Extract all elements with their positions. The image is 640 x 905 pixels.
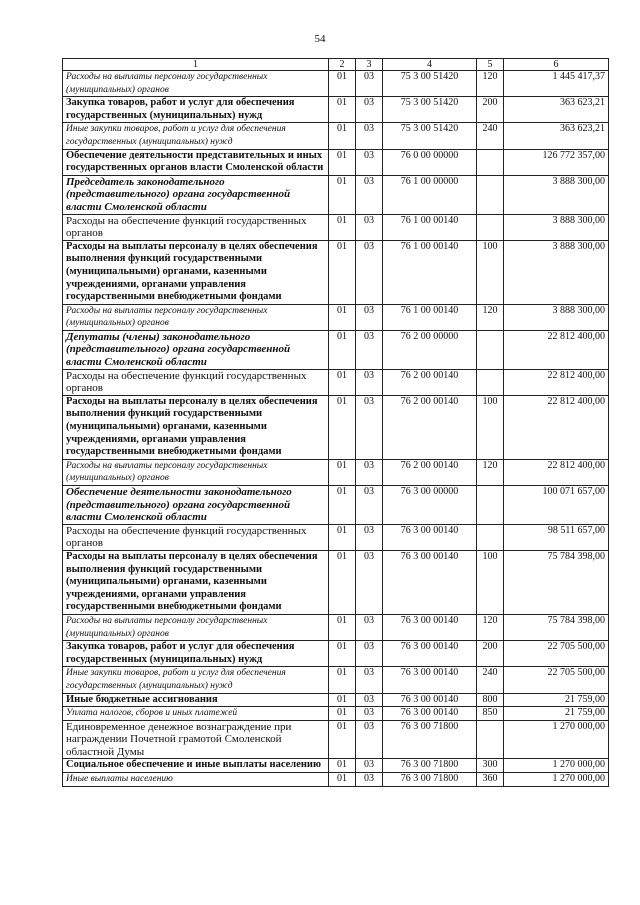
expense-type-cell: 240 xyxy=(477,667,504,693)
target-article-cell: 76 1 00 00140 xyxy=(383,304,477,330)
amount-cell: 21 759,00 xyxy=(504,707,609,721)
row-name-cell: Расходы на выплаты персоналу государственных (муниципальных) органов xyxy=(63,71,329,97)
column-header: 4 xyxy=(383,59,477,71)
section-code-cell: 01 xyxy=(329,123,356,149)
target-article-cell: 76 3 00 71800 xyxy=(383,759,477,773)
table-row xyxy=(63,369,609,395)
target-article-cell: 76 3 00 00140 xyxy=(383,550,477,614)
row-name-cell: Закупка товаров, работ и услуг для обеспечения государственных (муниципальных) нужд xyxy=(63,641,329,667)
table-body xyxy=(63,71,609,787)
amount-cell: 22 812 400,00 xyxy=(504,330,609,369)
amount-cell: 21 759,00 xyxy=(504,693,609,707)
row-name-cell: Иные бюджетные ассигнования xyxy=(63,693,329,707)
subsection-code-cell: 03 xyxy=(356,123,383,149)
table-row xyxy=(63,214,609,240)
amount-cell: 1 445 417,37 xyxy=(504,71,609,97)
target-article-cell: 76 2 00 00140 xyxy=(383,369,477,395)
expense-type-cell xyxy=(477,214,504,240)
target-article-cell: 76 1 00 00140 xyxy=(383,214,477,240)
section-code-cell: 01 xyxy=(329,693,356,707)
section-code-cell: 01 xyxy=(329,614,356,640)
section-code-cell: 01 xyxy=(329,759,356,773)
section-code-cell: 01 xyxy=(329,667,356,693)
table-row xyxy=(63,459,609,485)
row-name-cell: Расходы на обеспечение функций государственных органов xyxy=(63,524,329,550)
target-article-cell: 75 3 00 51420 xyxy=(383,123,477,149)
target-article-cell: 76 3 00 00140 xyxy=(383,693,477,707)
row-name-cell: Уплата налогов, сборов и иных платежей xyxy=(63,707,329,721)
amount-cell: 22 705 500,00 xyxy=(504,641,609,667)
subsection-code-cell: 03 xyxy=(356,459,383,485)
table-row xyxy=(63,667,609,693)
section-code-cell: 01 xyxy=(329,71,356,97)
amount-cell: 3 888 300,00 xyxy=(504,304,609,330)
section-code-cell: 01 xyxy=(329,214,356,240)
amount-cell: 22 812 400,00 xyxy=(504,395,609,459)
table-row xyxy=(63,524,609,550)
target-article-cell: 76 3 00 00140 xyxy=(383,614,477,640)
subsection-code-cell: 03 xyxy=(356,693,383,707)
target-article-cell: 76 1 00 00000 xyxy=(383,175,477,214)
section-code-cell: 01 xyxy=(329,395,356,459)
target-article-cell: 76 3 00 00140 xyxy=(383,667,477,693)
column-header: 5 xyxy=(477,59,504,71)
table-row xyxy=(63,395,609,459)
table-row xyxy=(63,773,609,787)
row-name-cell: Иные закупки товаров, работ и услуг для обеспечения государственных (муниципальных) нужд xyxy=(63,123,329,149)
amount-cell: 3 888 300,00 xyxy=(504,214,609,240)
amount-cell: 3 888 300,00 xyxy=(504,175,609,214)
section-code-cell: 01 xyxy=(329,773,356,787)
column-header: 6 xyxy=(504,59,609,71)
amount-cell: 1 270 000,00 xyxy=(504,759,609,773)
target-article-cell: 76 2 00 00000 xyxy=(383,330,477,369)
subsection-code-cell: 03 xyxy=(356,486,383,525)
section-code-cell: 01 xyxy=(329,459,356,485)
subsection-code-cell: 03 xyxy=(356,304,383,330)
table-row xyxy=(63,149,609,175)
expense-type-cell xyxy=(477,720,504,759)
subsection-code-cell: 03 xyxy=(356,707,383,721)
expense-type-cell: 360 xyxy=(477,773,504,787)
amount-cell: 98 511 657,00 xyxy=(504,524,609,550)
subsection-code-cell: 03 xyxy=(356,240,383,304)
table-row xyxy=(63,486,609,525)
amount-cell: 75 784 398,00 xyxy=(504,614,609,640)
subsection-code-cell: 03 xyxy=(356,667,383,693)
table-row xyxy=(63,641,609,667)
row-name-cell: Расходы на выплаты персоналу в целях обеспечения выполнения функций государственными (муниципальными) органами, казенными учреждениями, органами управления государственными внебюджетными фондами xyxy=(63,550,329,614)
row-name-cell: Единовременное денежное вознаграждение при награждении Почетной грамотой Смоленской областной Думы xyxy=(63,720,329,759)
subsection-code-cell: 03 xyxy=(356,97,383,123)
header-row xyxy=(63,59,609,71)
target-article-cell: 76 3 00 00140 xyxy=(383,707,477,721)
subsection-code-cell: 03 xyxy=(356,71,383,97)
expense-type-cell: 200 xyxy=(477,97,504,123)
section-code-cell: 01 xyxy=(329,149,356,175)
amount-cell: 1 270 000,00 xyxy=(504,773,609,787)
row-name-cell: Расходы на обеспечение функций государственных органов xyxy=(63,369,329,395)
column-header: 1 xyxy=(63,59,329,71)
row-name-cell: Иные закупки товаров, работ и услуг для обеспечения государственных (муниципальных) нужд xyxy=(63,667,329,693)
row-name-cell: Закупка товаров, работ и услуг для обеспечения государственных (муниципальных) нужд xyxy=(63,97,329,123)
target-article-cell: 76 1 00 00140 xyxy=(383,240,477,304)
section-code-cell: 01 xyxy=(329,330,356,369)
section-code-cell: 01 xyxy=(329,720,356,759)
expense-type-cell: 120 xyxy=(477,71,504,97)
amount-cell: 22 812 400,00 xyxy=(504,459,609,485)
row-name-cell: Обеспечение деятельности законодательного (представительного) органа государственной власти Смоленской области xyxy=(63,486,329,525)
expense-type-cell xyxy=(477,369,504,395)
amount-cell: 22 812 400,00 xyxy=(504,369,609,395)
subsection-code-cell: 03 xyxy=(356,369,383,395)
row-name-cell: Председатель законодательного (представительного) органа государственной власти Смоленской области xyxy=(63,175,329,214)
table-row xyxy=(63,720,609,759)
amount-cell: 126 772 357,00 xyxy=(504,149,609,175)
target-article-cell: 76 3 00 71800 xyxy=(383,720,477,759)
subsection-code-cell: 03 xyxy=(356,614,383,640)
table-row xyxy=(63,614,609,640)
expense-type-cell: 200 xyxy=(477,641,504,667)
section-code-cell: 01 xyxy=(329,641,356,667)
subsection-code-cell: 03 xyxy=(356,773,383,787)
table-row xyxy=(63,330,609,369)
amount-cell: 363 623,21 xyxy=(504,97,609,123)
column-header: 3 xyxy=(356,59,383,71)
expense-type-cell xyxy=(477,524,504,550)
row-name-cell: Расходы на выплаты персоналу в целях обеспечения выполнения функций государственными (муниципальными) органами, казенными учреждениями, органами управления государственными внебюджетными фондами xyxy=(63,240,329,304)
row-name-cell: Иные выплаты населению xyxy=(63,773,329,787)
amount-cell: 363 623,21 xyxy=(504,123,609,149)
row-name-cell: Расходы на выплаты персоналу в целях обеспечения выполнения функций государственными (муниципальными) органами, казенными учреждениями, органами управления государственными внебюджетными фондами xyxy=(63,395,329,459)
amount-cell: 100 071 657,00 xyxy=(504,486,609,525)
amount-cell: 22 705 500,00 xyxy=(504,667,609,693)
table-row xyxy=(63,97,609,123)
target-article-cell: 76 3 00 71800 xyxy=(383,773,477,787)
page-number: 54 xyxy=(314,33,326,45)
expense-type-cell: 100 xyxy=(477,550,504,614)
expense-type-cell: 850 xyxy=(477,707,504,721)
subsection-code-cell: 03 xyxy=(356,175,383,214)
target-article-cell: 76 2 00 00140 xyxy=(383,459,477,485)
row-name-cell: Расходы на выплаты персоналу государственных (муниципальных) органов xyxy=(63,459,329,485)
column-header: 2 xyxy=(329,59,356,71)
section-code-cell: 01 xyxy=(329,550,356,614)
expense-type-cell: 300 xyxy=(477,759,504,773)
expense-type-cell: 240 xyxy=(477,123,504,149)
table-header xyxy=(63,59,609,71)
subsection-code-cell: 03 xyxy=(356,550,383,614)
target-article-cell: 76 2 00 00140 xyxy=(383,395,477,459)
target-article-cell: 76 0 00 00000 xyxy=(383,149,477,175)
row-name-cell: Расходы на обеспечение функций государственных органов xyxy=(63,214,329,240)
target-article-cell: 75 3 00 51420 xyxy=(383,71,477,97)
table-row xyxy=(63,304,609,330)
section-code-cell: 01 xyxy=(329,240,356,304)
expense-type-cell: 120 xyxy=(477,304,504,330)
subsection-code-cell: 03 xyxy=(356,720,383,759)
target-article-cell: 76 3 00 00000 xyxy=(383,486,477,525)
expense-type-cell xyxy=(477,149,504,175)
expense-type-cell xyxy=(477,175,504,214)
row-name-cell: Депутаты (члены) законодательного (представительного) органа государственной власти Смоленской области xyxy=(63,330,329,369)
table-row xyxy=(63,707,609,721)
subsection-code-cell: 03 xyxy=(356,524,383,550)
expense-type-cell: 100 xyxy=(477,395,504,459)
target-article-cell: 75 3 00 51420 xyxy=(383,97,477,123)
target-article-cell: 76 3 00 00140 xyxy=(383,641,477,667)
subsection-code-cell: 03 xyxy=(356,149,383,175)
table-row xyxy=(63,123,609,149)
subsection-code-cell: 03 xyxy=(356,214,383,240)
subsection-code-cell: 03 xyxy=(356,395,383,459)
section-code-cell: 01 xyxy=(329,175,356,214)
section-code-cell: 01 xyxy=(329,707,356,721)
expense-type-cell: 100 xyxy=(477,240,504,304)
table-row xyxy=(63,550,609,614)
expense-type-cell: 120 xyxy=(477,614,504,640)
expense-type-cell: 800 xyxy=(477,693,504,707)
subsection-code-cell: 03 xyxy=(356,641,383,667)
section-code-cell: 01 xyxy=(329,369,356,395)
amount-cell: 3 888 300,00 xyxy=(504,240,609,304)
row-name-cell: Социальное обеспечение и иные выплаты населению xyxy=(63,759,329,773)
subsection-code-cell: 03 xyxy=(356,759,383,773)
row-name-cell: Обеспечение деятельности представительных и иных государственных органов власти Смоленской области xyxy=(63,149,329,175)
table-row xyxy=(63,71,609,97)
section-code-cell: 01 xyxy=(329,304,356,330)
expense-type-cell xyxy=(477,486,504,525)
table-row xyxy=(63,175,609,214)
subsection-code-cell: 03 xyxy=(356,330,383,369)
amount-cell: 1 270 000,00 xyxy=(504,720,609,759)
section-code-cell: 01 xyxy=(329,486,356,525)
row-name-cell: Расходы на выплаты персоналу государственных (муниципальных) органов xyxy=(63,614,329,640)
section-code-cell: 01 xyxy=(329,524,356,550)
row-name-cell: Расходы на выплаты персоналу государственных (муниципальных) органов xyxy=(63,304,329,330)
target-article-cell: 76 3 00 00140 xyxy=(383,524,477,550)
expense-type-cell xyxy=(477,330,504,369)
table-row xyxy=(63,240,609,304)
amount-cell: 75 784 398,00 xyxy=(504,550,609,614)
expense-type-cell: 120 xyxy=(477,459,504,485)
table-row xyxy=(63,693,609,707)
table-row xyxy=(63,759,609,773)
section-code-cell: 01 xyxy=(329,97,356,123)
budget-table xyxy=(62,58,609,787)
